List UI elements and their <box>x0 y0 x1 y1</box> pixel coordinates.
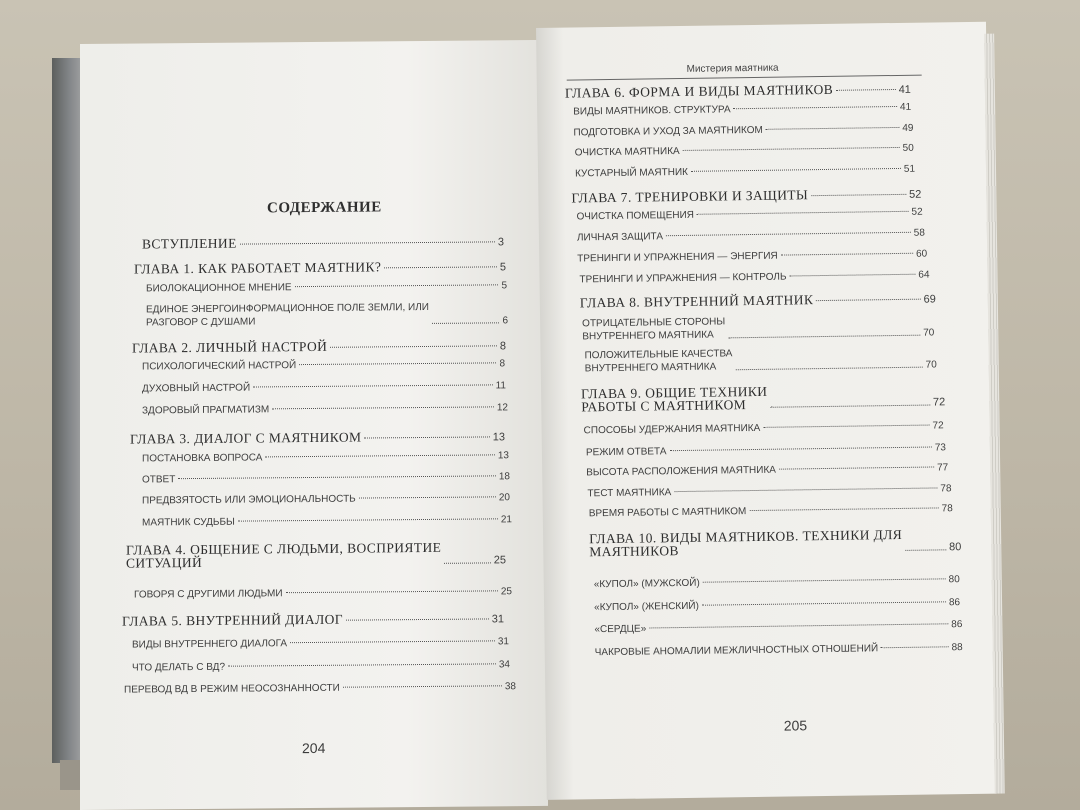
toc-page-number: 52 <box>911 206 923 218</box>
toc-section-entry <box>577 228 925 244</box>
toc-entry-title: ПСИХОЛОГИЧЕСКИЙ НАСТРОЙ <box>142 360 297 373</box>
right-page <box>536 22 997 800</box>
toc-entry-title: ВЫСОТА РАСПОЛОЖЕНИЯ МАЯТНИКА <box>586 464 777 479</box>
toc-page-number: 80 <box>948 541 962 554</box>
toc-entry-title: ВРЕМЯ РАБОТЫ С МАЯТНИКОМ <box>588 506 747 520</box>
book-cover-spine <box>52 58 82 763</box>
toc-page-number: 49 <box>902 122 914 134</box>
toc-chapter-entry <box>571 186 921 207</box>
leader-dots <box>789 274 915 277</box>
toc-entry-title-line: ГЛАВА 10. ВИДЫ МАЯТНИКОВ. ТЕХНИКИ ДЛЯ <box>589 526 903 547</box>
toc-section-entry <box>586 462 948 478</box>
toc-section-entry <box>142 514 512 528</box>
toc-page-number: 64 <box>918 269 930 281</box>
toc-entry-title <box>146 301 429 329</box>
toc-section-entry <box>584 420 944 436</box>
page-number-left: 204 <box>302 739 326 757</box>
toc-page-number: 86 <box>948 597 961 609</box>
leader-dots <box>749 507 938 511</box>
toc-entry-title: ГЛАВА 1. КАК РАБОТАЕТ МАЯТНИК? <box>134 259 382 277</box>
toc-section-entry <box>142 492 510 506</box>
toc-entry-title: ПОСТАНОВКА ВОПРОСА <box>142 452 263 465</box>
toc-page-number: 31 <box>491 613 504 626</box>
toc-entry-title: ЗДОРОВЫЙ ПРАГМАТИЗМ <box>142 404 270 417</box>
toc-entry-title-line: ВНУТРЕННЕГО МАЯТНИКА <box>584 361 717 375</box>
toc-section-entry <box>142 358 505 372</box>
toc-entry-title-line: МАЯТНИКОВ <box>589 543 679 560</box>
toc-entry-title <box>126 541 441 570</box>
left-page <box>80 40 548 810</box>
toc-entry-title: БИОЛОКАЦИОННОЕ МНЕНИЕ <box>146 282 292 295</box>
toc-section-entry <box>142 402 508 416</box>
leader-dots <box>228 663 496 666</box>
toc-entry-title: СПОСОБЫ УДЕРЖАНИЯ МАЯТНИКА <box>583 422 761 437</box>
toc-entry-title: ДУХОВНЫЙ НАСТРОЙ <box>142 382 251 395</box>
toc-section-entry <box>575 143 914 159</box>
leader-dots <box>736 367 923 371</box>
leader-dots <box>343 685 502 687</box>
toc-chapter-entry <box>581 382 945 413</box>
toc-entry-title: ЧТО ДЕЛАТЬ С ВД? <box>132 661 226 674</box>
toc-entry-title-line: ВНУТРЕННЕГО МАЯТНИКА <box>582 329 714 343</box>
leader-dots <box>881 646 948 648</box>
toc-section-entry <box>579 270 929 286</box>
toc-page-number: 13 <box>497 450 509 462</box>
toc-entry-title-line: РАЗГОВОР С ДУШАМИ <box>146 316 256 329</box>
toc-page-number: 41 <box>899 101 912 113</box>
toc-entry-title: ГЛАВА 3. ДИАЛОГ С МАЯТНИКОМ <box>130 429 362 447</box>
toc-page-number: 8 <box>499 358 505 370</box>
toc-section-entry <box>142 380 506 394</box>
leader-dots <box>444 562 490 563</box>
leader-dots <box>432 322 499 324</box>
toc-entry-title <box>582 315 725 343</box>
toc-page-number: 31 <box>497 636 509 648</box>
toc-entry-title: ГОВОРЯ С ДРУГИМИ ЛЮДЬМИ <box>134 588 283 601</box>
leader-dots <box>666 232 911 236</box>
toc-chapter-entry <box>565 81 911 102</box>
toc-section-entry <box>573 123 913 139</box>
toc-entry-title: ПЕРЕВОД ВД В РЕЖИМ НЕОСОЗНАННОСТИ <box>124 682 340 696</box>
toc-section-entry <box>132 636 509 650</box>
toc-page-number: 18 <box>498 471 510 483</box>
toc-entry-title-line: ОТРИЦАТЕЛЬНЫЕ СТОРОНЫ <box>582 316 726 330</box>
toc-chapter-entry <box>126 540 506 569</box>
toc-page-number: 20 <box>498 492 510 504</box>
toc-section-entry <box>589 503 953 519</box>
toc-entry-title: «КУПОЛ» (МУЖСКОЙ) <box>593 577 700 591</box>
toc-entry-title: «КУПОЛ» (ЖЕНСКИЙ) <box>594 600 699 614</box>
toc-entry-title: ТЕСТ МАЯТНИКА <box>587 487 672 500</box>
leader-dots <box>771 405 930 408</box>
leader-dots <box>295 284 499 287</box>
leader-dots <box>811 194 906 196</box>
toc-entry-title: ГЛАВА 8. ВНУТРЕННИЙ МАЯТНИК <box>579 292 814 311</box>
toc-entry-title-line: ГЛАВА 9. ОБЩИЕ ТЕХНИКИ <box>581 383 768 402</box>
toc-entry-title: ГЛАВА 6. ФОРМА И ВИДЫ МАЯТНИКОВ <box>564 81 834 101</box>
page-number-right: 205 <box>783 717 808 734</box>
toc-chapter-entry <box>132 337 506 356</box>
toc-section-entry <box>132 659 510 673</box>
toc-section-entry <box>595 642 963 658</box>
toc-section-entry <box>575 164 915 180</box>
toc-section-entry <box>124 681 516 695</box>
toc-chapter-entry <box>589 527 961 558</box>
leader-dots <box>763 425 929 428</box>
toc-entry-title: ОЧИСТКА ПОМЕЩЕНИЯ <box>576 209 695 223</box>
toc-page-number: 70 <box>923 327 935 339</box>
toc-page-number: 58 <box>913 227 925 239</box>
leader-dots <box>178 475 496 479</box>
running-header: Мистерия маятника <box>686 62 779 75</box>
toc-page-number: 78 <box>941 503 953 515</box>
toc-section-entry <box>584 344 936 375</box>
toc-entry-title: ТРЕНИНГИ И УПРАЖНЕНИЯ — ЭНЕРГИЯ <box>577 250 778 265</box>
leader-dots <box>359 496 496 498</box>
leader-dots <box>299 362 496 365</box>
toc-section-entry <box>594 574 960 590</box>
leader-dots <box>290 640 495 643</box>
leader-dots <box>346 618 489 620</box>
leader-dots <box>330 345 497 347</box>
leader-dots <box>905 549 946 551</box>
toc-chapter-entry <box>122 610 504 629</box>
toc-page-number: 3 <box>497 236 504 249</box>
toc-page-number: 5 <box>501 280 507 292</box>
leader-dots <box>728 335 920 339</box>
leader-dots <box>253 384 492 387</box>
leader-dots <box>816 299 920 301</box>
toc-entry-title <box>589 528 902 558</box>
toc-page-number: 73 <box>934 442 946 454</box>
toc-page-number: 8 <box>499 340 506 353</box>
toc-section-entry <box>573 102 911 118</box>
toc-page-number: 69 <box>923 293 936 306</box>
toc-entry-title: ЛИЧНАЯ ЗАЩИТА <box>576 231 664 244</box>
toc-page-number: 13 <box>492 431 505 444</box>
toc-section-entry <box>587 483 951 499</box>
toc-entry-title: «СЕРДЦЕ» <box>594 623 647 636</box>
toc-page-number: 25 <box>493 554 506 567</box>
leader-dots <box>265 454 494 457</box>
toc-section-entry <box>586 442 946 458</box>
leader-dots <box>697 211 909 215</box>
leader-dots <box>384 266 497 268</box>
toc-entry-title: ТРЕНИНГИ И УПРАЖНЕНИЯ — КОНТРОЛЬ <box>579 271 787 286</box>
toc-entry-title: МАЯТНИК СУДЬБЫ <box>142 516 235 529</box>
toc-entry-title: ГЛАВА 5. ВНУТРЕННИЙ ДИАЛОГ <box>122 611 343 629</box>
toc-page-number: 11 <box>495 380 506 392</box>
leader-dots <box>364 436 489 438</box>
toc-page-number: 72 <box>932 420 944 432</box>
toc-entry-title <box>581 385 768 414</box>
toc-page-number: 72 <box>932 396 946 409</box>
toc-section-entry <box>142 471 510 485</box>
toc-page-number: 78 <box>940 483 952 495</box>
leader-dots <box>691 168 901 172</box>
leader-dots <box>238 518 498 521</box>
toc-entry-title: ПРЕДВЗЯТОСТЬ ИЛИ ЭМОЦИОНАЛЬНОСТЬ <box>142 493 356 507</box>
toc-entry-title: ОТВЕТ <box>142 474 176 486</box>
toc-page-number: 80 <box>948 574 960 586</box>
toc-section-entry <box>146 300 508 329</box>
toc-page-number: 86 <box>951 619 963 631</box>
header-rule <box>567 75 922 81</box>
toc-entry-title: ГЛАВА 2. ЛИЧНЫЙ НАСТРОЙ <box>132 338 328 356</box>
toc-entry-title <box>584 347 732 375</box>
toc-page-number: 77 <box>936 462 949 474</box>
toc-entry-title: ГЛАВА 7. ТРЕНИРОВКИ И ЗАЩИТЫ <box>571 187 809 206</box>
leader-dots <box>766 127 900 130</box>
toc-page-number: 25 <box>500 586 512 598</box>
toc-section-entry <box>146 280 507 294</box>
toc-section-entry <box>594 597 960 613</box>
leader-dots <box>683 147 900 151</box>
toc-section-entry <box>594 619 962 635</box>
toc-chapter-entry <box>580 290 936 311</box>
leader-dots <box>240 241 495 244</box>
leader-dots <box>781 253 913 256</box>
toc-entry-title-line: СИТУАЦИЙ <box>126 554 203 571</box>
toc-entry-title: ЧАКРОВЫЕ АНОМАЛИИ МЕЖЛИЧНОСТНЫХ ОТНОШЕНИЙ <box>594 643 879 659</box>
toc-chapter-entry <box>134 258 506 277</box>
toc-page-number: 88 <box>951 642 963 654</box>
toc-entry-title: ВИДЫ ВНУТРЕННЕГО ДИАЛОГА <box>132 638 288 651</box>
leader-dots <box>649 623 948 628</box>
leader-dots <box>272 406 494 409</box>
toc-chapter-entry <box>130 428 505 447</box>
toc-page-number: 52 <box>909 188 922 201</box>
toc-page-number: 38 <box>504 681 516 693</box>
toc-entry-title: ВСТУПЛЕНИЕ <box>142 235 237 252</box>
toc-entry-title: КУСТАРНЫЙ МАЯТНИК <box>574 166 689 180</box>
leader-dots <box>669 447 931 452</box>
toc-entry-title: ВИДЫ МАЯТНИКОВ. СТРУКТУРА <box>573 104 731 118</box>
toc-entry-title-line: ГЛАВА 4. ОБЩЕНИЕ С ЛЮДЬМИ, ВОСПРИЯТИЕ <box>126 539 442 558</box>
toc-section-entry <box>134 586 512 600</box>
toc-page-number: 12 <box>496 402 508 414</box>
toc-section-entry <box>582 312 934 343</box>
toc-page-number: 70 <box>925 359 937 371</box>
toc-chapter-entry <box>142 233 504 252</box>
leader-dots <box>286 590 498 593</box>
toc-entry-title: РЕЖИМ ОТВЕТА <box>585 446 667 459</box>
leader-dots <box>703 578 946 582</box>
toc-page-number: 5 <box>499 261 506 274</box>
toc-entry-title-line: ЕДИНОЕ ЭНЕРГОИНФОРМАЦИОННОЕ ПОЛЕ ЗЕМЛИ, ИЛИ <box>146 301 429 316</box>
toc-entry-title: ОЧИСТКА МАЯТНИКА <box>574 146 680 159</box>
toc-page-number: 34 <box>498 659 510 671</box>
toc-page-number: 41 <box>898 83 911 96</box>
toc-section-entry <box>577 249 927 265</box>
leader-dots <box>779 466 934 469</box>
toc-section-entry <box>142 450 509 464</box>
leader-dots <box>836 89 896 91</box>
toc-entry-title-line: ПОЛОЖИТЕЛЬНЫЕ КАЧЕСТВА <box>584 348 733 362</box>
toc-page-number: 50 <box>902 142 914 154</box>
toc-page-number: 60 <box>915 248 928 260</box>
contents-title: СОДЕРЖАНИЕ <box>267 199 382 217</box>
toc-page-number: 6 <box>502 315 508 327</box>
leader-dots <box>674 487 937 492</box>
page-edges <box>984 34 1005 794</box>
leader-dots <box>734 106 897 109</box>
toc-page-number: 51 <box>903 163 916 175</box>
leader-dots <box>702 601 946 605</box>
toc-page-number: 21 <box>500 514 512 526</box>
toc-entry-title-line: РАБОТЫ С МАЯТНИКОМ <box>581 397 747 415</box>
toc-section-entry <box>577 207 923 223</box>
toc-entry-title: ПОДГОТОВКА И УХОД ЗА МАЯТНИКОМ <box>573 124 763 139</box>
